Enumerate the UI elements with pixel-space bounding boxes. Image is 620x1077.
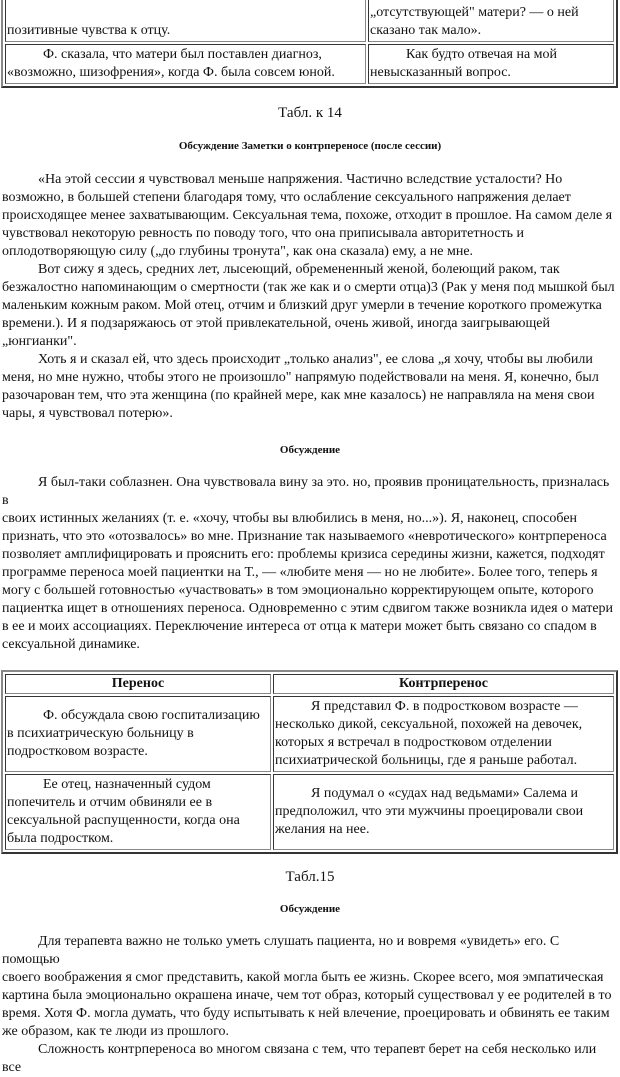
text-line: „юнгианки". bbox=[2, 334, 77, 349]
text-line: сексуальной динамике. bbox=[2, 637, 140, 652]
text-line: картина была эмоционально окрашена иначе, чем тот образ, который существовал у ее родителей в то bbox=[2, 988, 612, 1003]
table-row bbox=[5, 0, 614, 42]
paragraph bbox=[2, 351, 618, 423]
table-cell bbox=[5, 0, 366, 42]
text-line: происходящее менее захватывающим. Сексуальная тема, похоже, отходит в прошлое. На самом деле я bbox=[2, 208, 613, 223]
text-line: Ф. сказала, что матери был поставлен диагноз, bbox=[43, 47, 322, 62]
text-line: сексуальной распущенности, когда она bbox=[7, 813, 240, 828]
text-line: могу с большей готовностью «участвовать» в том эмоционально корректирующем опыте, которого bbox=[2, 583, 594, 598]
text-line: «На этой сессии я чувствовал меньше напряжения. Частично вследствие усталости? Но bbox=[38, 172, 563, 187]
section-text bbox=[0, 933, 618, 1077]
text-line: «возможно, шизофрения», когда Ф. была совсем юной. bbox=[7, 65, 335, 80]
section-heading: Обсуждение bbox=[279, 903, 341, 915]
table-cell bbox=[5, 774, 271, 850]
text-line: позволяет амплифицировать и прояснить его: проблемы кризиса середины жизни, кажется, подходят bbox=[2, 547, 605, 562]
text-line: была подростком. bbox=[7, 831, 114, 846]
section-text bbox=[0, 474, 618, 654]
text-line: меня, но мне нужно, чтобы этого не произошло" напрямую подействовали на меня. Я, конечно, был bbox=[2, 370, 599, 385]
table-15 bbox=[1, 670, 618, 854]
text-line: Ф. обсуждала свою госпитализацию bbox=[43, 708, 260, 723]
text-line: подростковом возрасте. bbox=[7, 744, 148, 759]
table-cell bbox=[368, 0, 614, 42]
table-cell bbox=[273, 696, 614, 772]
text-line: времени.). И я подзаряжаюсь от этой привлекательной, очень живой, иногда заигрывающей bbox=[2, 316, 550, 331]
text-line: в психиатрическую больницу в bbox=[7, 726, 194, 741]
text-line: Для терапевта важно не только уметь слушать пациента, но и вовремя «увидеть» его. С помощью bbox=[2, 934, 560, 967]
text-line: Я подумал о «судах над ведьмами» Салема и bbox=[311, 786, 579, 801]
text-line: „отсутствующей" матери? — о ней bbox=[370, 5, 579, 20]
text-line: программе переноса моей пациентки на Т., — «любите меня — но не любите». Более того, теперь я bbox=[2, 565, 598, 580]
text-line: Как будто отвечая на мой bbox=[406, 47, 558, 62]
text-line: признать, что это «отозвалось» во мне. Признание так называемого «невротического» контрпереноса bbox=[2, 529, 607, 544]
table-cell bbox=[368, 44, 614, 84]
paragraph bbox=[2, 474, 618, 654]
text-line: несколько дикой, сексуальной, похожей на девочек, bbox=[275, 717, 583, 732]
text-line: оплодотворяющую силу („до глубины тронута", как она сказала) ему, а не мне. bbox=[2, 244, 474, 259]
text-line: сказано так мало». bbox=[370, 23, 482, 38]
text-line: в ее и моих ассоциациях. Переключение интереса от отца к матери может быть связано со спадом в bbox=[2, 619, 597, 634]
text-line: безжалостно напоминающим о смертности (так же как и о смерти отца)3 (Рак у меня под мышкой был bbox=[2, 280, 615, 295]
text-line: Сложность контрпереноса во многом связана с тем, что терапевт берет на себя несколько или все bbox=[2, 1042, 597, 1075]
text-line: своих истинных желаниях (т. е. «хочу, чтобы вы влюбились в меня, но...»). Я, наконец, способен bbox=[2, 511, 578, 526]
text-line: Хоть я и сказал ей, что здесь происходит „только анализ", ее слова „я хочу, чтобы вы любили bbox=[38, 352, 593, 367]
text-line: Я представил Ф. в подростковом возрасте — bbox=[311, 699, 578, 714]
text-line: невысказанный вопрос. bbox=[370, 65, 511, 80]
column-header: Контрперенос bbox=[273, 674, 614, 694]
table-row bbox=[5, 774, 614, 850]
text-line: время. Хотя Ф. могла думать, что буду испытывать к ней влечение, проецировать и обвинять ее таким bbox=[2, 1006, 610, 1021]
table-caption: Табл.15 bbox=[285, 869, 335, 885]
text-line: Ее отец, назначенный судом bbox=[43, 777, 211, 792]
table-header-row bbox=[5, 674, 614, 694]
section-heading: Обсуждение bbox=[279, 444, 341, 456]
text-line: возможно, в большей степени благодаря тому, что ослабление сексуального напряжения делает bbox=[2, 190, 571, 205]
section-heading: Обсуждение Заметки о контрпереносе (после сессии) bbox=[178, 140, 442, 152]
table-cell bbox=[273, 774, 614, 850]
text-line: чувствовал некоторую ревность по поводу того, что она приписывала авторитетность и bbox=[2, 226, 525, 241]
text-line: пациентка ищет в отношениях переноса. Одновременно с этим сдвигом также возникла идея о матери bbox=[2, 601, 614, 616]
text-line: чары, я чувствовал потерю». bbox=[2, 406, 173, 421]
table-14 bbox=[1, 0, 618, 88]
text-line: же образом, как те люди из прошлого. bbox=[2, 1024, 230, 1039]
table-row bbox=[5, 696, 614, 772]
text-line: Вот сижу я здесь, средних лет, лысеющий, обремененный женой, болеющий раком, так bbox=[38, 262, 560, 277]
section-text bbox=[0, 171, 618, 423]
text-line: предположил, что эти мужчины проецировали свои bbox=[275, 804, 584, 819]
text-line: маленьким кожным раком. Мой отец, отчим и близкий друг умерли в течение короткого промежутка bbox=[2, 298, 602, 313]
text-line: позитивные чувства к отцу. bbox=[7, 23, 171, 38]
text-line: разочарован тем, что эта женщина (по крайней мере, как мне казалось) не направляла на меня свои bbox=[2, 388, 595, 403]
text-line: которых я встречал в подростковом отделении bbox=[275, 735, 552, 750]
table-row bbox=[5, 44, 614, 84]
table-cell bbox=[5, 44, 366, 84]
paragraph bbox=[2, 261, 618, 351]
text-line: своего воображения я смог представить, какой могла быть ее жизнь. Скорее всего, моя эмпатическая bbox=[2, 970, 604, 985]
table-caption: Табл. к 14 bbox=[278, 105, 342, 121]
paragraph bbox=[2, 933, 618, 1041]
text-line: психиатрической больницы, где я раньше работал. bbox=[275, 753, 578, 768]
text-line: Я был-таки соблазнен. Она чувствовала вину за это. но, проявив проницательность, призналась в bbox=[2, 475, 610, 508]
paragraph bbox=[2, 1041, 618, 1077]
text-line: попечитель и отчим обвиняли ее в bbox=[7, 795, 213, 810]
table-cell bbox=[5, 696, 271, 772]
text-line: желания на нее. bbox=[275, 822, 370, 837]
paragraph bbox=[2, 171, 618, 261]
column-header: Перенос bbox=[5, 674, 271, 694]
